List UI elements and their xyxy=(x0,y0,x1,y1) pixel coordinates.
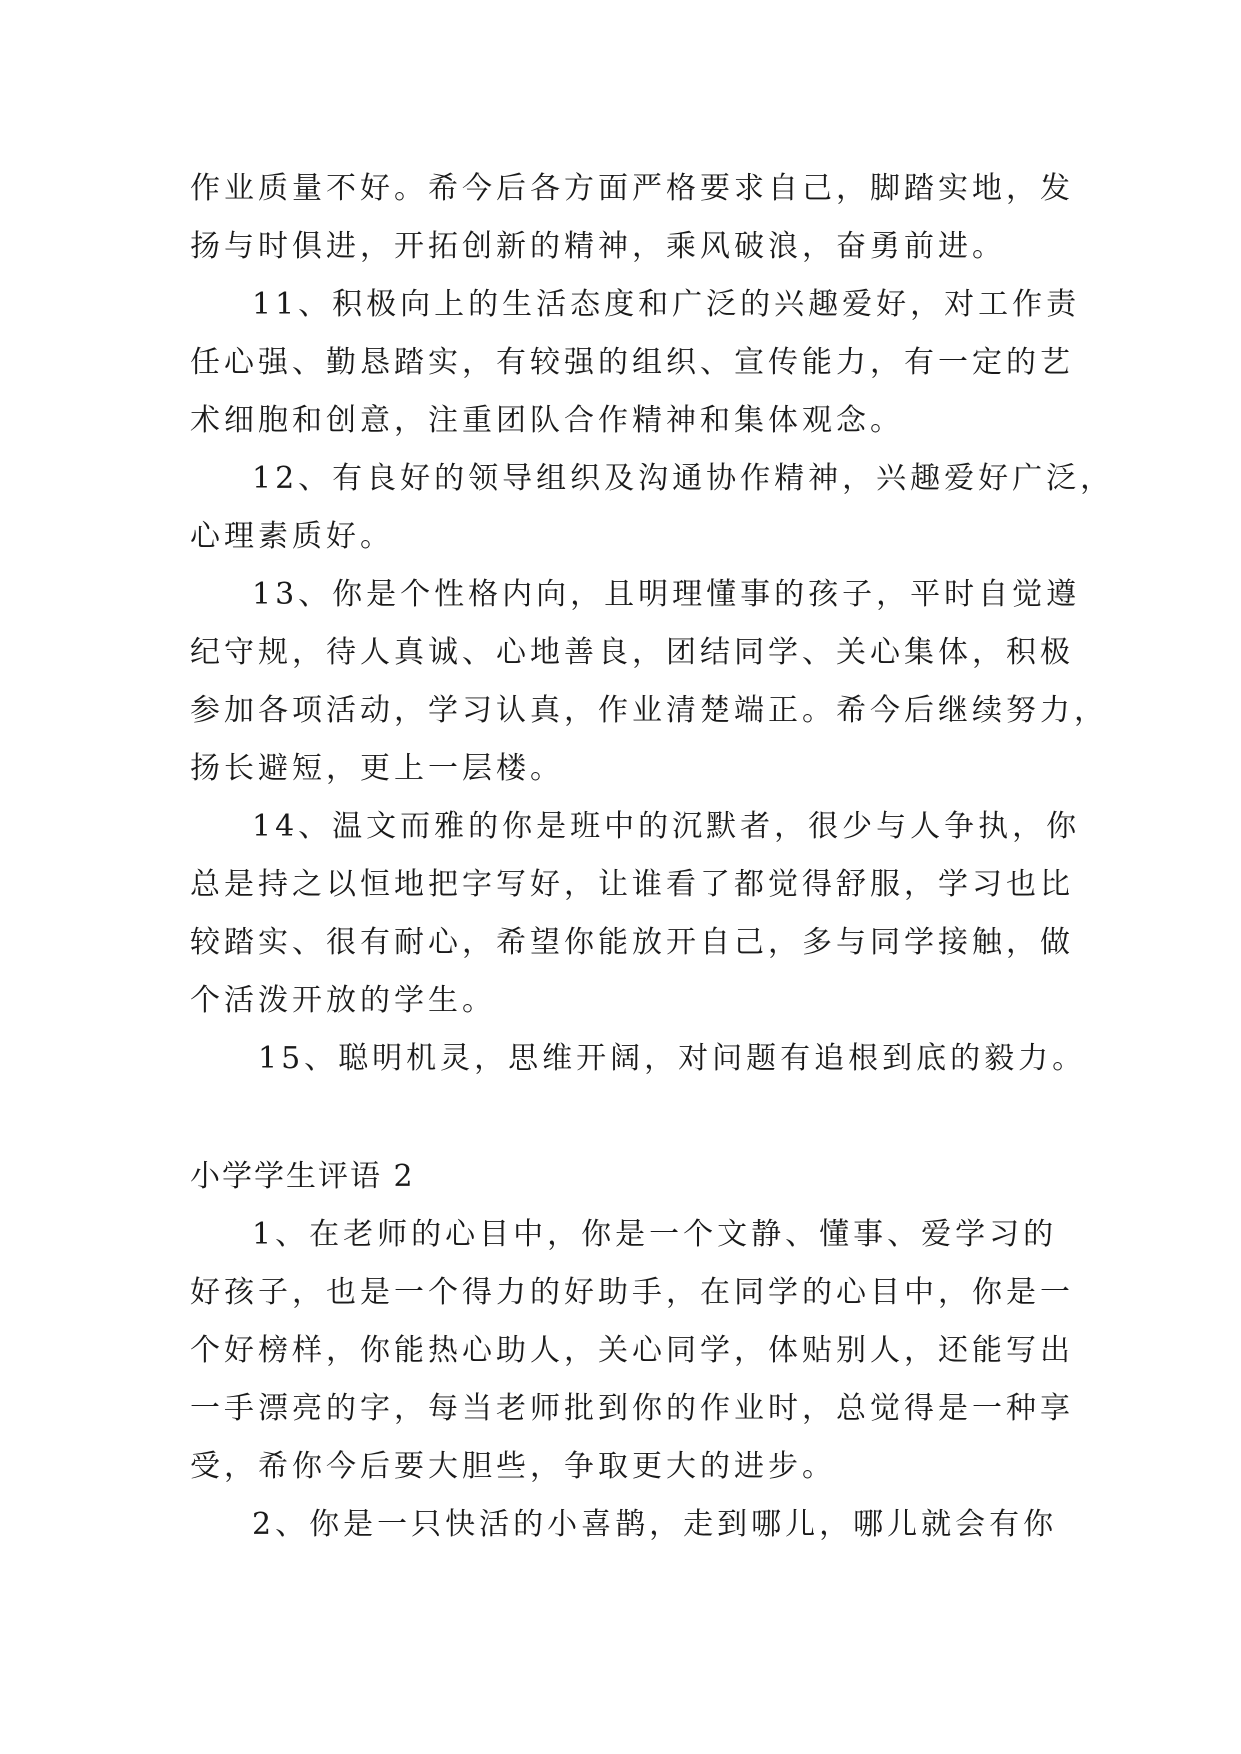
text-line: 任心强、勤恳踏实，有较强的组织、宣传能力，有一定的艺 xyxy=(190,345,1074,380)
text-line: 2、你是一只快活的小喜鹊，走到哪儿，哪儿就会有你 xyxy=(252,1507,1058,1542)
text-line: 15、聪明机灵，思维开阔，对问题有追根到底的毅力。 xyxy=(258,1041,1087,1076)
document-page xyxy=(190,160,1115,1554)
text-line: 个好榜样，你能热心助人，关心同学，体贴别人，还能写出 xyxy=(190,1333,1074,1368)
text-line: 较踏实、很有耐心，希望你能放开自己，多与同学接触，做 xyxy=(190,925,1074,960)
text-line: 1、在老师的心目中，你是一个文静、懂事、爱学习的 xyxy=(252,1217,1058,1252)
text-line: 13、你是个性格内向，且明理懂事的孩子，平时自觉遵 xyxy=(252,577,1081,612)
section-heading: 小学学生评语 2 xyxy=(190,1159,415,1194)
text-line: 心理素质好。 xyxy=(190,519,394,554)
text-line: 参加各项活动，学习认真，作业清楚端正。希今后继续努力， xyxy=(190,693,1108,728)
text-line: 12、有良好的领导组织及沟通协作精神，兴趣爱好广泛， xyxy=(252,461,1115,496)
text-line: 受，希你今后要大胆些，争取更大的进步。 xyxy=(190,1449,836,1484)
text-line: 作业质量不好。希今后各方面严格要求自己，脚踏实地，发 xyxy=(190,171,1074,206)
text-line: 纪守规，待人真诚、心地善良，团结同学、关心集体，积极 xyxy=(190,635,1074,670)
text-line: 14、温文而雅的你是班中的沉默者，很少与人争执，你 xyxy=(252,809,1081,844)
text-line: 11、积极向上的生活态度和广泛的兴趣爱好，对工作责 xyxy=(252,287,1081,322)
text-line: 总是持之以恒地把字写好，让谁看了都觉得舒服，学习也比 xyxy=(190,867,1074,902)
text-line: 好孩子，也是一个得力的好助手，在同学的心目中，你是一 xyxy=(190,1275,1074,1310)
text-line: 扬与时俱进，开拓创新的精神，乘风破浪，奋勇前进。 xyxy=(190,229,1006,264)
text-line: 术细胞和创意，注重团队合作精神和集体观念。 xyxy=(190,403,904,438)
text-line: 一手漂亮的字，每当老师批到你的作业时，总觉得是一种享 xyxy=(190,1391,1074,1426)
text-line: 扬长避短，更上一层楼。 xyxy=(190,751,564,786)
text-line: 个活泼开放的学生。 xyxy=(190,983,496,1018)
